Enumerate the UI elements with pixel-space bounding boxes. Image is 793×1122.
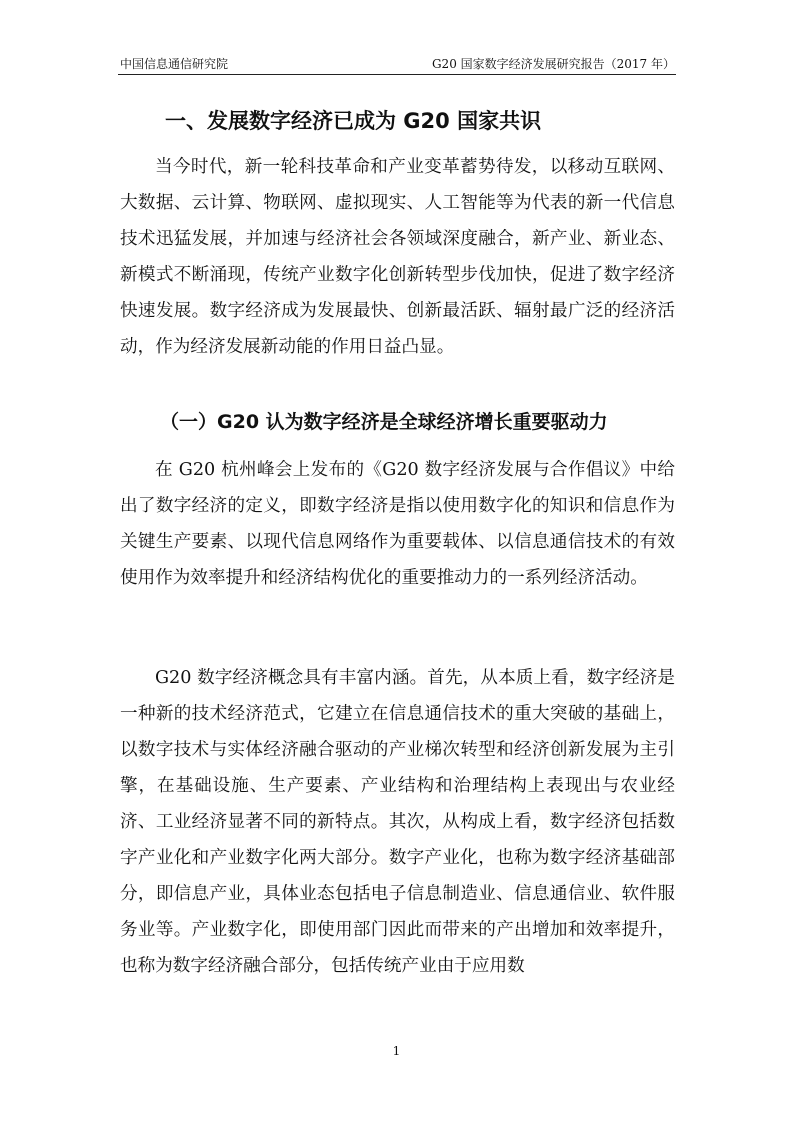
paragraph-definition: 在 G20 杭州峰会上发布的《G20 数字经济发展与合作倡议》中给出了数字经济的定义，即数字经济是指以使用数字化的知识和信息作为关键生产要素、以现代信息网络作为重要载体、以信息通信技术的有效使用作为效率提升和经济结构优化的重要推动力的一系列经济活动。 xyxy=(120,460,675,588)
subsection-title: （一）G20 认为数字经济是全球经济增长重要驱动力 xyxy=(160,411,608,433)
paragraph-connotation: G20 数字经济概念具有丰富内涵。首先，从本质上看，数字经济是一种新的技术经济范式，它建立在信息通信技术的重大突破的基础上，以数字技术与实体经济融合驱动的产业梯次转型和经济创新发展为主引擎，在基础设施、生产要素、产业结构和治理结构上表现出与农业经济、工业经济显著不同的新特点。其次，从构成上看，数字经济包括数字产业化和产业数字化两大部分。数字产业化，也称为数字经济基础部分，即信息产业，具体业态包括电子信息制造业、信息通信业、软件服务业等。产业数字化，即使用部门因此而带来的产出增加和效率提升，也称为数字经济融合部分，包括传统产业由于应用数 xyxy=(120,668,675,976)
header-report-title: G20 国家数字经济发展研究报告（2017 年） xyxy=(431,57,675,71)
section-title: 一、发展数字经济已成为 G20 国家共识 xyxy=(165,109,542,133)
page-header xyxy=(120,55,675,73)
page-number: 1 xyxy=(392,1044,401,1058)
paragraph-intro: 当今时代，新一轮科技革命和产业变革蓄势待发，以移动互联网、大数据、云计算、物联网、虚拟现实、人工智能等为代表的新一代信息技术迅猛发展，并加速与经济社会各领域深度融合，新产业、新业态、新模式不断涌现，传统产业数字化创新转型步伐加快，促进了数字经济快速发展。数字经济成为发展最快、创新最活跃、辐射最广泛的经济活动，作为经济发展新动能的作用日益凸显。 xyxy=(120,157,675,357)
header-divider xyxy=(118,74,676,75)
header-organization: 中国信息通信研究院 xyxy=(120,57,229,71)
